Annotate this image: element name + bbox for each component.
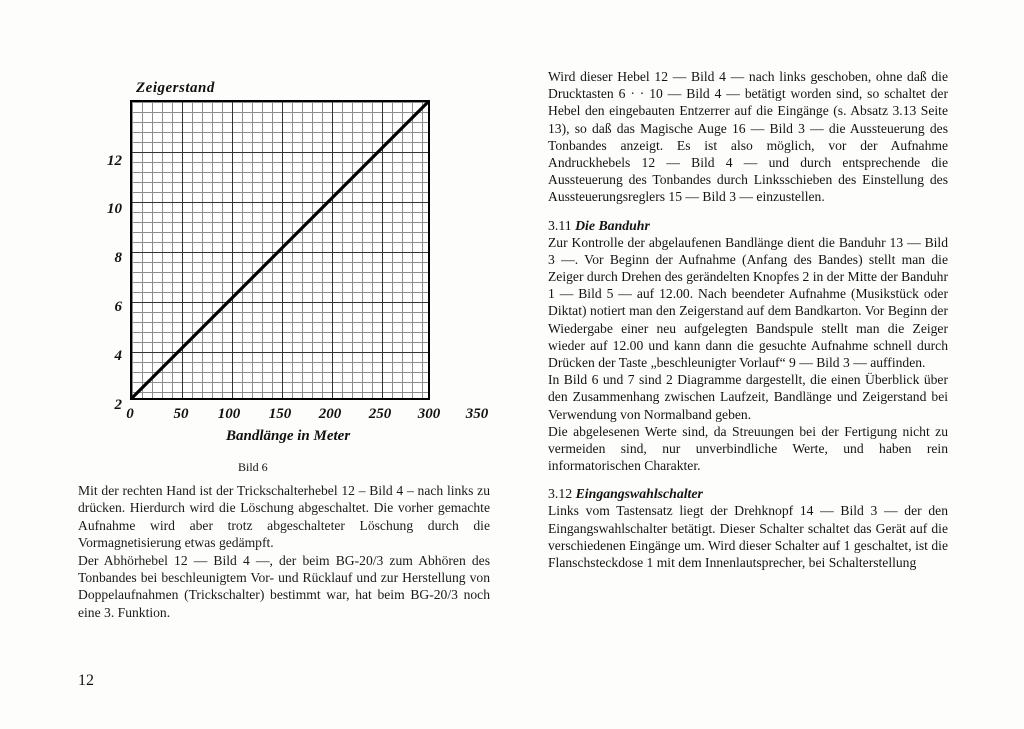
x-tick-350: 350 xyxy=(465,406,489,422)
left-paragraph-1: Mit der rechten Hand ist der Trickschalterhebel 12 – Bild 4 – nach links zu drücken. Hierdurch wird die Löschung abgeschaltet. Die vorher gemachte Aufnahme wird aber trotz abgeschalteter Löschung durch die Vormagnetisierung etwas gedämpft. xyxy=(78,483,490,551)
left-body-text xyxy=(78,482,490,621)
x-tick-0: 0 xyxy=(126,406,134,422)
section-heading-3-11 xyxy=(548,217,948,234)
page-number: 12 xyxy=(78,672,94,689)
y-tick-8: 8 xyxy=(114,250,122,266)
section-number-3-11: 3.11 xyxy=(548,217,572,233)
section-heading-3-12 xyxy=(548,485,948,502)
figure-caption: Bild 6 xyxy=(238,460,268,474)
y-tick-2: 2 xyxy=(114,397,122,413)
section-title-3-11: Die Banduhr xyxy=(575,217,650,233)
left-column xyxy=(78,60,498,474)
section-title-3-12: Eingangswahlschalter xyxy=(575,486,703,502)
section-3-11-paragraph-1: Zur Kontrolle der abgelaufenen Bandlänge dient die Banduhr 13 — Bild 3 —. Vor Beginn der Aufnahme (Anfang des Bandes) stellt man die Zeiger durch Drehen des gerändelten Knopfes 2 in der Mitte der Banduhr 1 — Bild 5 — auf 12.00. Nach beendeter Aufnahme (Musikstück oder Diktat) notiert man den Zeigerstand auf dem Bandkarton. Vor Beginn der Wiedergabe einer neu aufgelegten Bandspule stellt man die Zeiger wieder auf 12.00 und kann dann die gesuchte Aufnahme schnell durch Drücken der Taste „beschleunigter Vorlauf“ 9 — Bild 3 — auffinden. xyxy=(548,234,948,371)
x-tick-100: 100 xyxy=(217,406,241,422)
section-number-3-12: 3.12 xyxy=(548,486,573,502)
right-column xyxy=(548,68,948,571)
figure-bild-6 xyxy=(78,60,498,474)
section-3-12-paragraph-1: Links vom Tastensatz liegt der Drehknopf 14 — Bild 3 — der den Eingangswahlschalter betätigt. Dieser Schalter schaltet das Gerät auf die verschiedenen Eingänge um. Wird dieser Schalter auf 1 geschaltet, ist die Flanschsteckdose 1 mit dem Innenlautsprecher, bei Schalterstellung xyxy=(548,503,948,571)
y-tick-6: 6 xyxy=(114,299,122,315)
chart-data-line xyxy=(132,102,428,398)
y-tick-10: 10 xyxy=(107,201,122,217)
chart-y-axis-title: Zeigerstand xyxy=(136,80,215,96)
y-tick-12: 12 xyxy=(107,153,122,169)
section-3-11-paragraph-3: Die abgelesenen Werte sind, da Streuungen bei der Fertigung nicht zu vermeiden sind, nur unverbindliche Werte, und haben rein informatorischen Charakter. xyxy=(548,423,948,474)
y-tick-4: 4 xyxy=(114,348,122,364)
chart-plot-area xyxy=(130,100,430,400)
x-tick-200: 200 xyxy=(318,406,342,422)
x-tick-250: 250 xyxy=(368,406,392,422)
x-tick-300: 300 xyxy=(417,406,441,422)
left-paragraph-2: Der Abhörhebel 12 — Bild 4 —, der beim BG-20/3 zum Abhören des Tonbandes bei beschleunigtem Vor- und Rücklauf und zur Herstellung von Doppelaufnahmen (Trickschalter) bestimmt war, hat beim BG-20/3 noch eine 3. Funktion. xyxy=(78,552,490,620)
x-tick-150: 150 xyxy=(268,406,292,422)
section-3-11-paragraph-2: In Bild 6 und 7 sind 2 Diagramme dargestellt, die einen Überblick über den Zusammenhang zwischen Laufzeit, Bandlänge und Zeigerstand bei Verwendung von Normalband geben. xyxy=(548,372,948,422)
chart-x-axis-title: Bandlänge in Meter xyxy=(226,428,351,444)
x-tick-50: 50 xyxy=(173,406,189,422)
right-intro-paragraph: Wird dieser Hebel 12 — Bild 4 — nach links geschoben, ohne daß die Drucktasten 6 · · 10 — Bild 4 — betätigt worden sind, so schaltet der Hebel den eingebauten Entzerrer auf die Eingänge (s. Absatz 3.13 Seite 13), so daß das Magische Auge 16 — Bild 3 — die Aussteuerung des Tonbandes anzeigt. Es ist also möglich, vor der Aufnahme Andruckhebels 12 — Bild 4 — und durch entsprechende die Aussteuerung des Tonbandes durch Linksschieben des Einstellung des Aussteuerungsreglers 15 — Bild 3 — einzustellen. xyxy=(548,69,948,205)
